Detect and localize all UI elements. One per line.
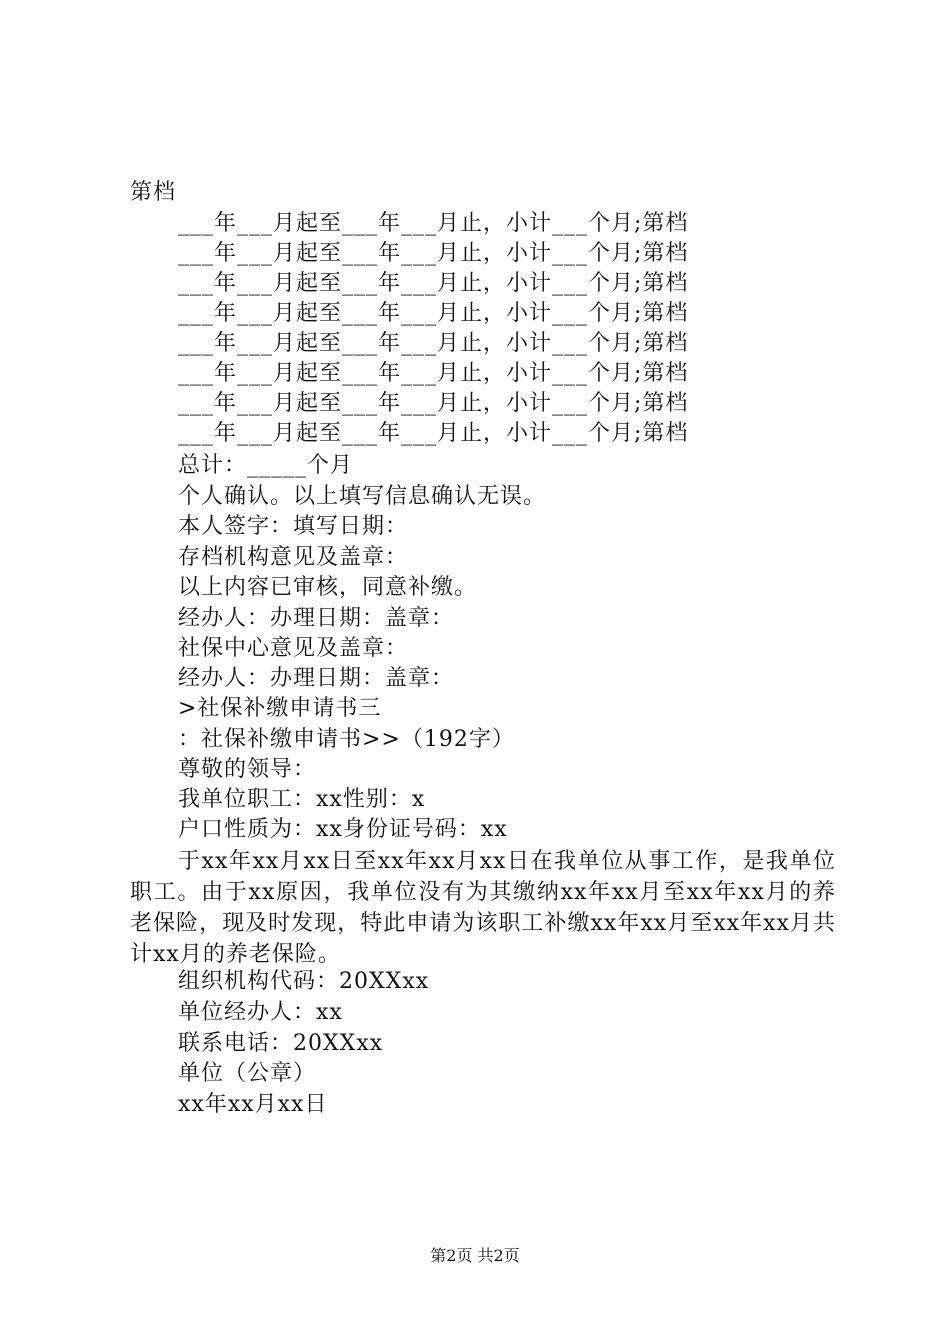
section-subtitle: ：社保补缴申请书>>（192字） bbox=[178, 727, 515, 752]
confirm-line: 个人确认。以上填写信息确认无误。 bbox=[178, 484, 547, 509]
page-footer: 第2页 共2页 bbox=[430, 1246, 520, 1265]
date-line: xx年xx月xx日 bbox=[178, 1092, 328, 1117]
staff-line: 我单位职工：xx性别：x bbox=[178, 787, 426, 812]
phone-line: 联系电话：20XXxx bbox=[178, 1031, 384, 1056]
period-line-2: ___年___月起至___年___月止，小计___个月;第档 bbox=[178, 241, 689, 266]
total-line: 总计：_____个月 bbox=[178, 453, 354, 478]
archive-review-line: 以上内容已审核，同意补缴。 bbox=[178, 575, 478, 600]
hukou-line: 户口性质为：xx身份证号码：xx bbox=[178, 817, 508, 842]
period-line-4: ___年___月起至___年___月止，小计___个月;第档 bbox=[178, 301, 689, 326]
unit-handler-line: 单位经办人：xx bbox=[178, 1000, 343, 1025]
archive-opinion-line: 存档机构意见及盖章： bbox=[178, 545, 409, 570]
period-line-8: ___年___月起至___年___月止，小计___个月;第档 bbox=[178, 421, 689, 446]
period-line-3: ___年___月起至___年___月止，小计___个月;第档 bbox=[178, 271, 689, 296]
period-line-7: ___年___月起至___年___月止，小计___个月;第档 bbox=[178, 391, 689, 416]
salutation-line: 尊敬的领导： bbox=[178, 757, 317, 782]
sign-line: 本人签字：填写日期： bbox=[178, 514, 409, 539]
org-code-line: 组织机构代码：20XXxx bbox=[178, 969, 430, 994]
handler-line-1: 经办人：办理日期：盖章： bbox=[178, 606, 455, 631]
body-paragraph: 于xx年xx月xx日至xx年xx月xx日在我单位从事工作，是我单位职工。由于xx原因，我单位没有为其缴纳xx年xx月至xx年xx月的养老保险，现及时发现，特此申请为该职工补缴xx年xx月至xx年xx月共计xx月的养老保险。 bbox=[130, 849, 836, 967]
text-line-grade: 第档 bbox=[130, 180, 177, 205]
section-title: >社保补缴申请书三 bbox=[178, 696, 382, 721]
social-opinion-line: 社保中心意见及盖章： bbox=[178, 636, 409, 661]
period-line-6: ___年___月起至___年___月止，小计___个月;第档 bbox=[178, 361, 689, 386]
period-line-5: ___年___月起至___年___月止，小计___个月;第档 bbox=[178, 331, 689, 356]
period-line-1: ___年___月起至___年___月止，小计___个月;第档 bbox=[178, 211, 689, 236]
handler-line-2: 经办人：办理日期：盖章： bbox=[178, 666, 455, 691]
seal-line: 单位（公章） bbox=[178, 1061, 317, 1086]
